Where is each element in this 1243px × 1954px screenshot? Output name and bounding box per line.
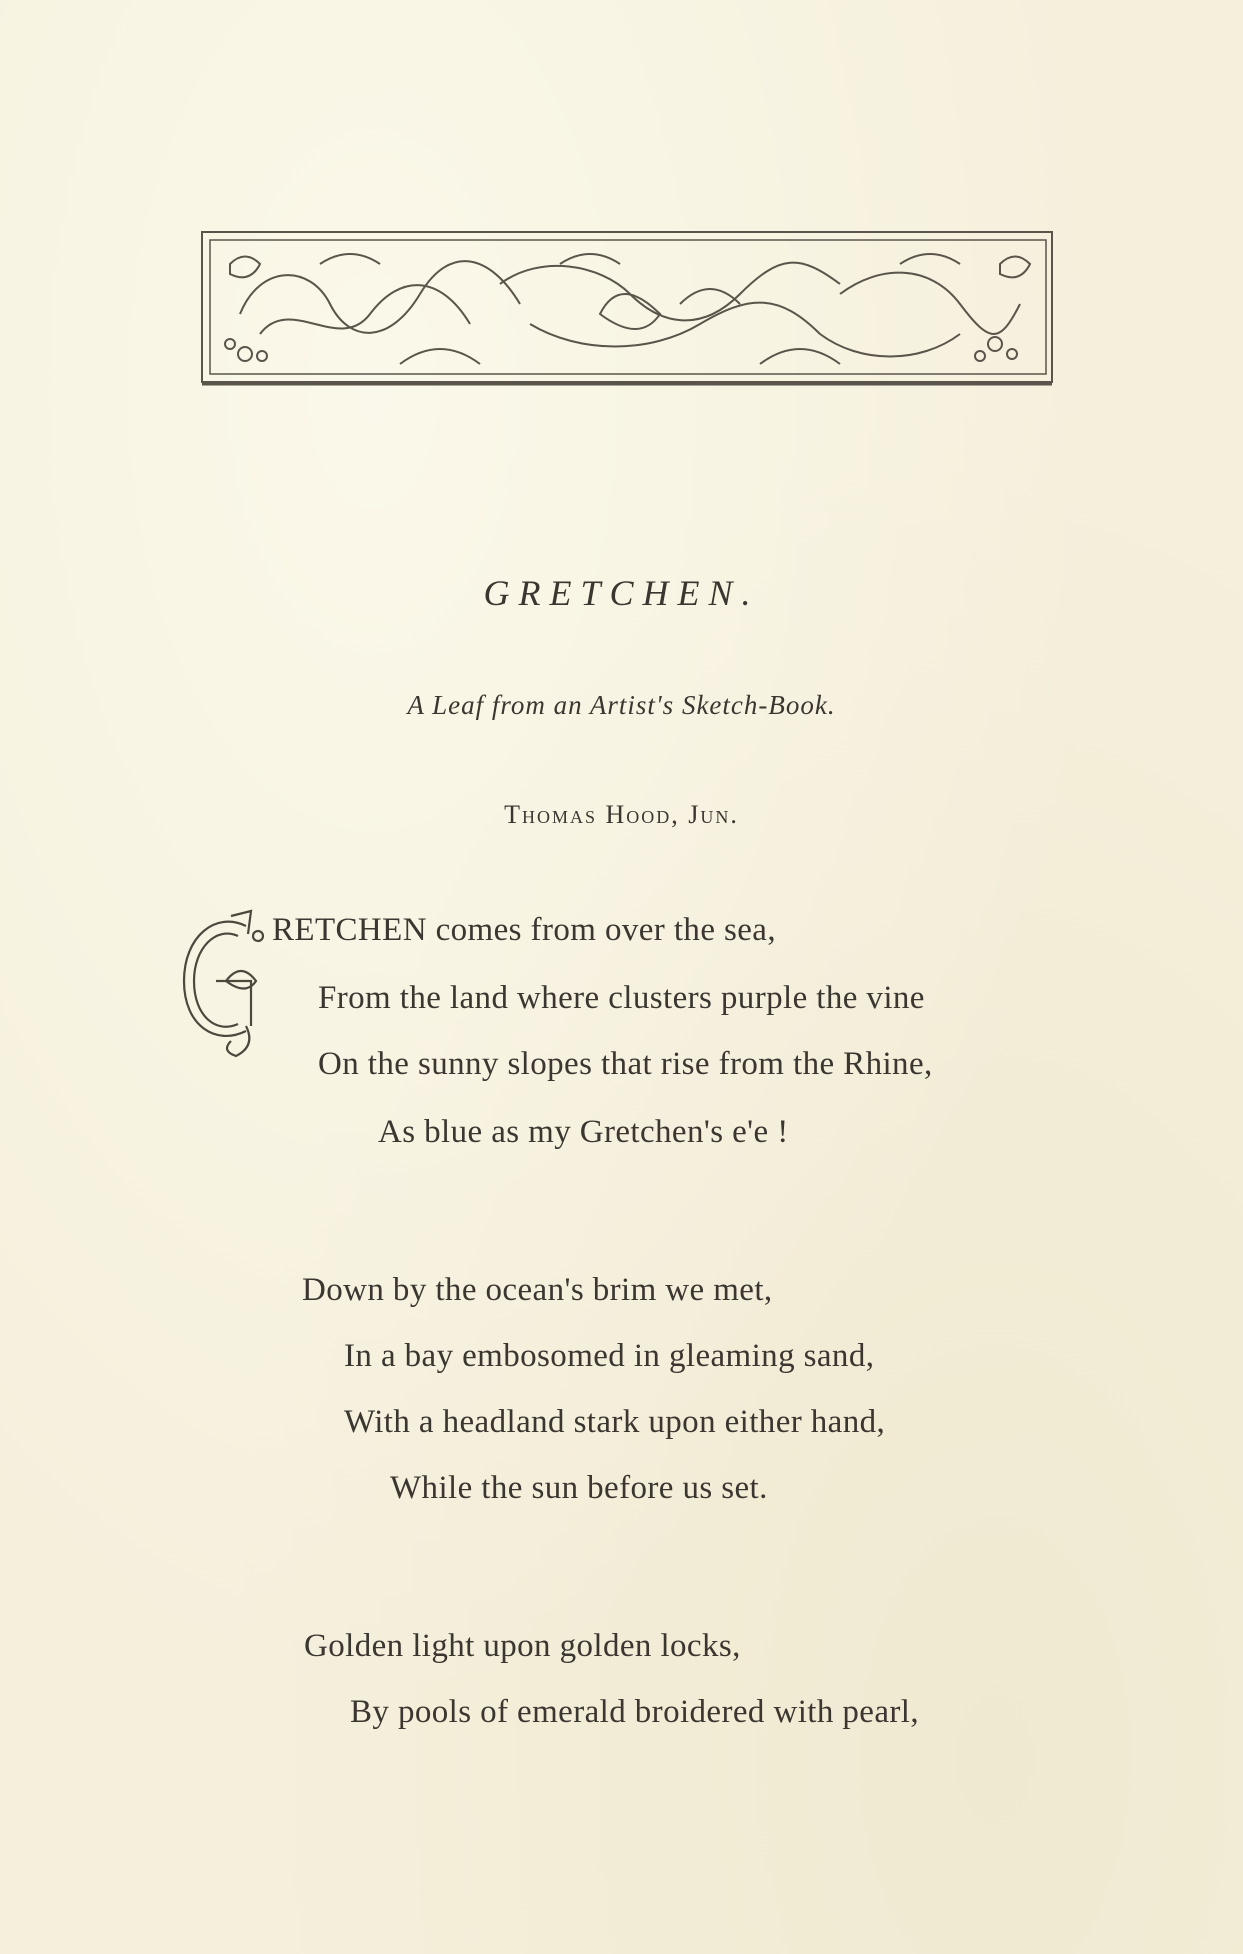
poem-line: From the land where clusters purple the vine	[318, 980, 925, 1016]
poem-title: GRETCHEN.	[483, 573, 760, 613]
poem-subtitle: A Leaf from an Artist's Sketch-Book.	[407, 690, 836, 720]
poem-line: By pools of emerald broidered with pearl,	[350, 1694, 919, 1730]
poem-line: In a bay embosomed in gleaming sand,	[344, 1338, 875, 1374]
poem-line: While the sun before us set.	[390, 1470, 768, 1506]
poem-author: Thomas Hood, Jun.	[504, 800, 739, 829]
ornamental-headpiece	[200, 224, 1056, 390]
poem-line: As blue as my Gretchen's e'e !	[378, 1114, 789, 1150]
poem-line: Down by the ocean's brim we met,	[302, 1272, 773, 1308]
ornamental-drop-cap-icon	[176, 906, 272, 1066]
poem-line: Golden light upon golden locks,	[304, 1628, 741, 1664]
poem-line: On the sunny slopes that rise from the Rhine,	[318, 1046, 933, 1082]
poem-line: With a headland stark upon either hand,	[344, 1404, 886, 1440]
poem-line: RETCHEN comes from over the sea,	[272, 912, 776, 948]
